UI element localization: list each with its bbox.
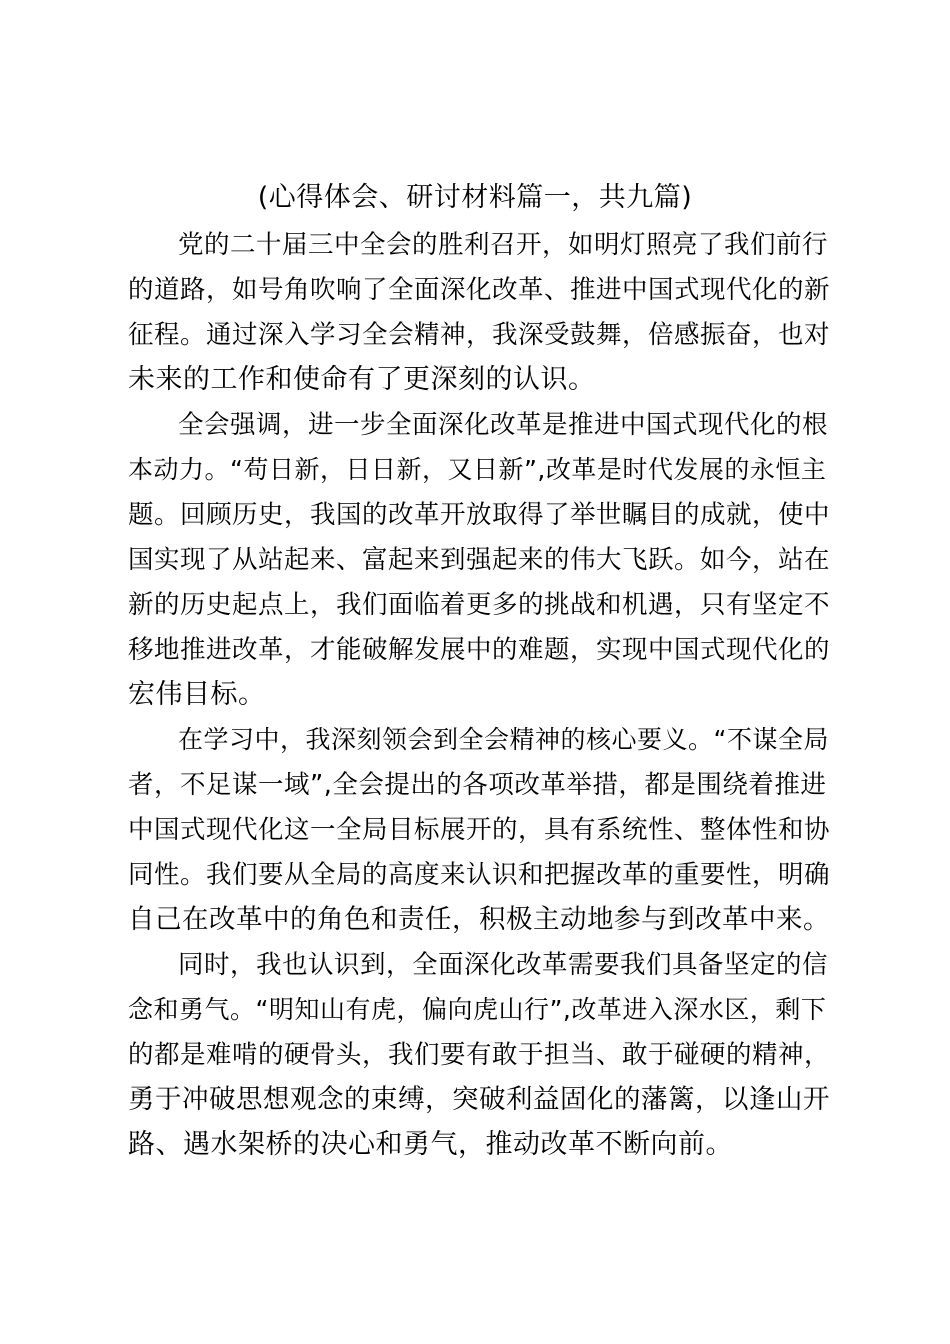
document-title: (心得体会、研讨材料篇一，共九篇) — [257, 182, 693, 213]
paragraph-2-line-2: 本动力。“苟日新，日日新，又日新”,改革是时代发展的永恒主 — [128, 455, 827, 484]
paragraph-4-line-3: 的都是难啃的硬骨头，我们要有敢于担当、敢于碰硬的精神， — [128, 1040, 831, 1070]
paragraph-1-line-3: 征程。通过深入学习全会精神，我深受鼓舞，倍感振奋，也对 — [128, 320, 831, 350]
paragraph-2-line-3: 题。回顾历史，我国的改革开放取得了举世瞩目的成就，使中 — [128, 500, 831, 530]
paragraph-3-line-4: 同性。我们要从全局的高度来认识和把握改革的重要性，明确 — [128, 860, 831, 890]
paragraph-3-line-1: 在学习中，我深刻领会到全会精神的核心要义。“不谋全局 — [178, 725, 829, 754]
paragraph-1-line-1: 党的二十届三中全会的胜利召开，如明灯照亮了我们前行 — [178, 230, 829, 260]
paragraph-3-line-2: 者，不足谋一域”,全会提出的各项改革举措，都是围绕着推进 — [128, 770, 827, 800]
paragraph-2-line-1: 全会强调，进一步全面深化改革是推进中国式现代化的根 — [178, 410, 829, 440]
paragraph-2-line-4: 国实现了从站起来、富起来到强起来的伟大飞跃。如今，站在 — [128, 545, 831, 575]
paragraph-2-line-6: 移地推进改革，才能破解发展中的难题，实现中国式现代化的 — [128, 635, 831, 665]
paragraph-1-line-4: 未来的工作和使命有了更深刻的认识。 — [128, 364, 596, 395]
paragraph-4-line-2: 念和勇气。“明知山有虎，偏向虎山行”,改革进入深水区，剩下 — [128, 995, 827, 1024]
paragraph-1-line-2: 的道路，如号角吹响了全面深化改革、推进中国式现代化的新 — [128, 275, 831, 305]
paragraph-3-line-5: 自己在改革中的角色和责任，积极主动地参与到改革中来。 — [128, 904, 830, 935]
paragraph-2-line-5: 新的历史起点上，我们面临着更多的挑战和机遇，只有坚定不 — [128, 590, 831, 620]
paragraph-4-line-5: 路、遇水架桥的决心和勇气，推动改革不断向前。 — [128, 1129, 733, 1160]
paragraph-3-line-3: 中国式现代化这一全局目标展开的，具有系统性、整体性和协 — [128, 815, 831, 845]
paragraph-4-line-4: 勇于冲破思想观念的束缚，突破利益固化的藩篱，以逢山开 — [128, 1084, 830, 1115]
paragraph-4-line-1: 同时，我也认识到，全面深化改革需要我们具备坚定的信 — [178, 950, 829, 980]
paragraph-2-line-7: 宏伟目标。 — [128, 679, 266, 710]
